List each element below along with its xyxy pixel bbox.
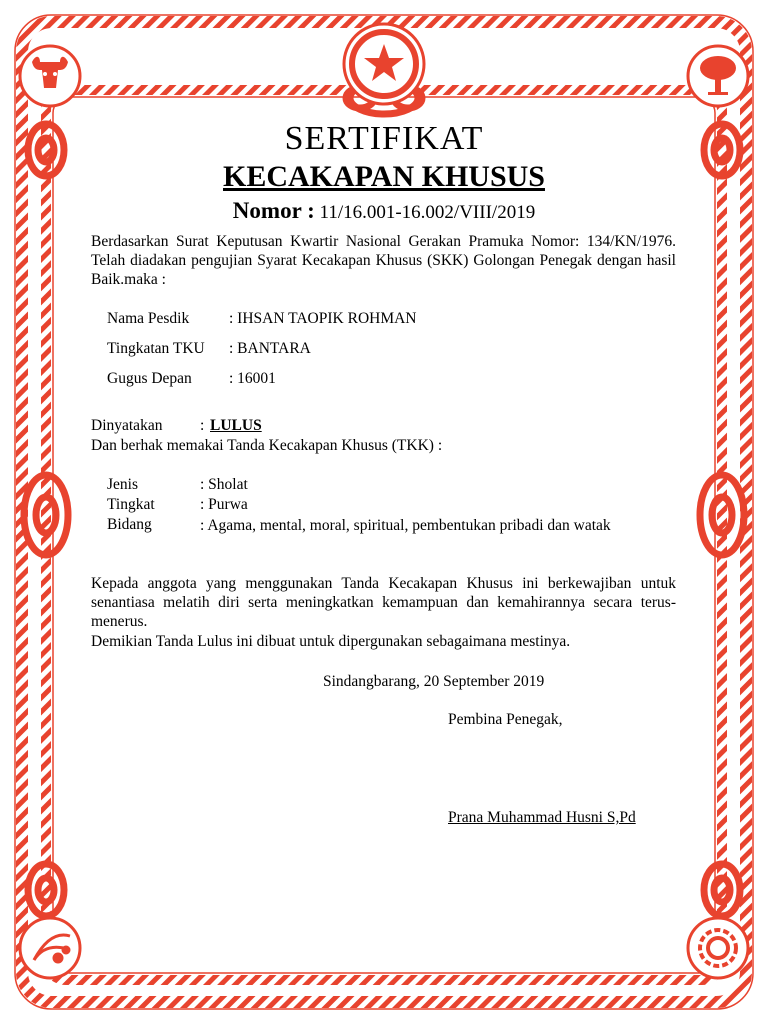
participant-level-value: : BANTARA — [229, 340, 311, 357]
participant-name-value: : IHSAN TAOPIK ROHMAN — [229, 310, 417, 327]
place-date: Sindangbarang, 20 September 2019 — [323, 673, 545, 690]
number-label: Nomor : — [232, 198, 315, 223]
signer-role: Pembina Penegak, — [448, 711, 563, 728]
closing-paragraph: Kepada anggota yang menggunakan Tanda Kecakapan Khusus ini berkewajiban untuk senantiasa melatih diri serta meningkatkan kemampuan dan kemahirannya secara terus-menerus. — [91, 575, 676, 630]
participant-name-label: Nama Pesdik — [107, 310, 190, 327]
participant-group-label: Gugus Depan — [107, 370, 192, 387]
tkk-type-label: Jenis — [107, 476, 138, 493]
number-value: 11/16.001-16.002/VIII/2019 — [319, 202, 536, 223]
entitled-line: Dan berhak memakai Tanda Kecakapan Khusus (TKK) : — [91, 437, 443, 454]
tkk-type-value: : Sholat — [200, 476, 248, 493]
certificate-title: SERTIFIKAT — [284, 120, 484, 157]
signer-name: Prana Muhammad Husni S,Pd — [448, 809, 636, 826]
participant-level-label: Tingkatan TKU — [107, 340, 205, 357]
declared-colon: : — [200, 417, 205, 434]
intro-paragraph: Berdasarkan Surat Keputusan Kwartir Nasional Gerakan Pramuka Nomor: 134/KN/1976. Telah diadakan pengujian Syarat Kecakapan Khusus (SKK) Golongan Penegak dengan hasil Baik.maka : — [91, 233, 676, 288]
tkk-field-label: Bidang — [107, 516, 152, 533]
declared-label: Dinyatakan — [91, 417, 163, 434]
tkk-level-label: Tingkat — [107, 496, 155, 513]
tkk-level-value: : Purwa — [200, 496, 248, 513]
tkk-field-value: : Agama, mental, moral, spiritual, pembentukan pribadi dan watak — [200, 517, 611, 534]
participant-group-value: : 16001 — [229, 370, 276, 387]
closing-statement: Demikian Tanda Lulus ini dibuat untuk dipergunakan sebagaimana mestinya. — [91, 633, 571, 650]
certificate-number — [0, 198, 768, 224]
certificate-subtitle: KECAKAPAN KHUSUS — [223, 160, 545, 193]
declared-status: LULUS — [210, 417, 262, 434]
